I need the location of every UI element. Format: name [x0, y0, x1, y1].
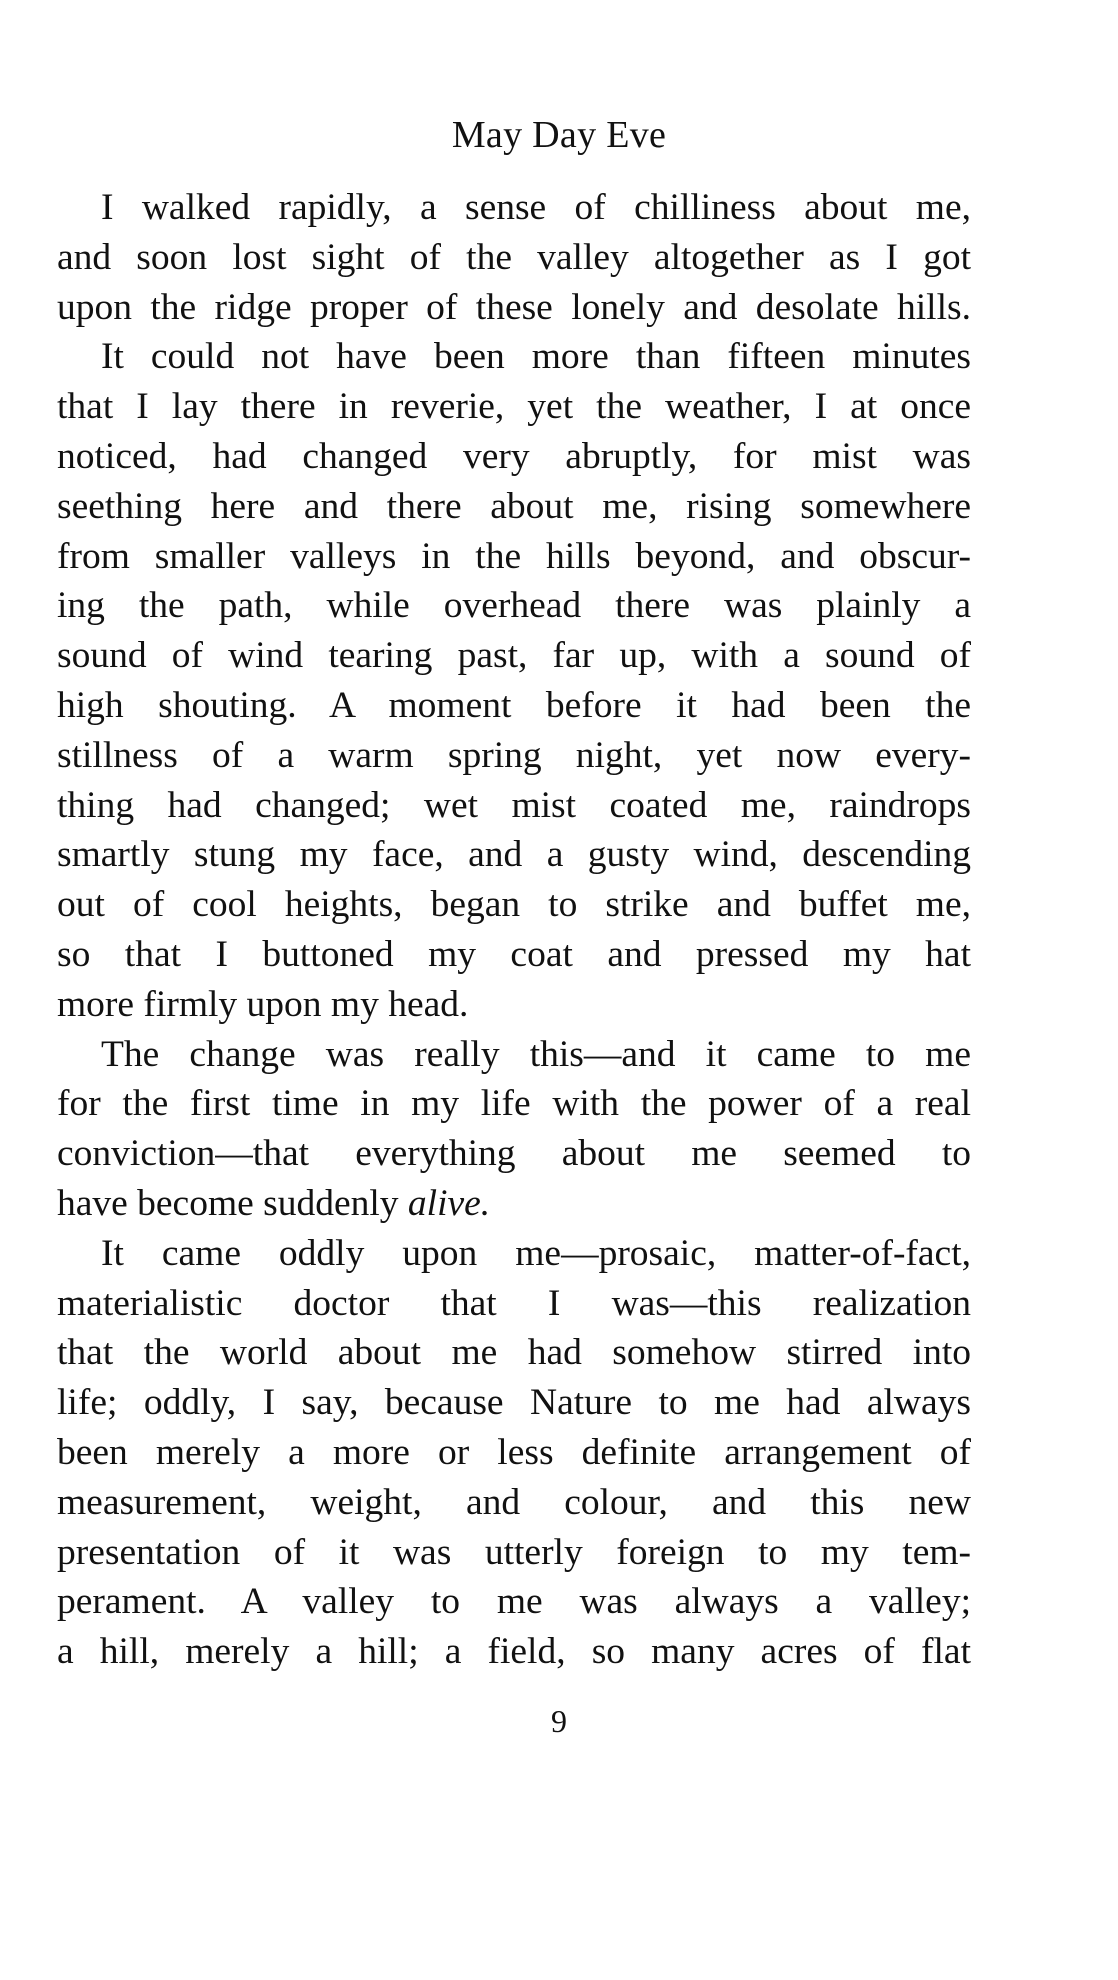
emphasized-word: alive.: [407, 1182, 491, 1224]
text-line: and soon lost sight of the valley altogether as I got: [57, 236, 971, 278]
text-line: The change was really this—and it came to me: [101, 1033, 971, 1075]
paragraph: [57, 1030, 971, 1229]
page-number: 9: [551, 1703, 567, 1739]
text-line: smartly stung my face, and a gusty wind, descending: [57, 834, 971, 876]
text-line: measurement, weight, and colour, and this new: [57, 1481, 971, 1523]
text-line: thing had changed; wet mist coated me, raindrops: [57, 784, 971, 826]
text-line: [57, 1179, 971, 1229]
text-line: high shouting. A moment before it had been the: [57, 684, 971, 726]
body-text: [57, 183, 971, 1677]
text-line: presentation of it was utterly foreign to my tem-: [57, 1531, 971, 1573]
text-line: It came oddly upon me—prosaic, matter-of-fact,: [101, 1232, 971, 1274]
text-line: so that I buttoned my coat and pressed my hat: [57, 933, 971, 975]
text-line: been merely a more or less definite arrangement of: [57, 1431, 971, 1473]
text-line: noticed, had changed very abruptly, for mist was: [57, 435, 971, 477]
text-line: life; oddly, I say, because Nature to me had always: [57, 1382, 971, 1424]
text-line: I walked rapidly, a sense of chilliness about me,: [101, 187, 971, 228]
text-line: seething here and there about me, rising somewhere: [57, 485, 971, 527]
paragraph: [57, 183, 971, 332]
text-line: perament. A valley to me was always a valley;: [57, 1581, 971, 1623]
text-line: a hill, merely a hill; a field, so many acres of flat: [57, 1631, 971, 1673]
text-line: more firmly upon my head.: [57, 983, 469, 1025]
text-line: materialistic doctor that I was—this realization: [57, 1282, 971, 1324]
paragraph: [57, 332, 971, 1029]
text-line: upon the ridge proper of these lonely and desolate hills.: [57, 286, 971, 328]
text-line: conviction—that everything about me seemed to: [57, 1133, 971, 1175]
text-line: It could not have been more than fifteen minutes: [101, 336, 971, 378]
text-line: that I lay there in reverie, yet the weather, I at once: [57, 386, 971, 428]
paragraph: [57, 1229, 971, 1677]
text-line: out of cool heights, began to strike and buffet me,: [57, 884, 971, 926]
text-line: sound of wind tearing past, far up, with a sound of: [57, 635, 971, 677]
text-line: that the world about me had somehow stirred into: [57, 1332, 971, 1374]
text-line: ing the path, while overhead there was plainly a: [57, 585, 971, 627]
text-fragment: have become suddenly: [57, 1182, 408, 1224]
text-line: stillness of a warm spring night, yet now every-: [57, 734, 971, 776]
running-head: May Day Eve: [451, 114, 667, 156]
text-line: from smaller valleys in the hills beyond, and obscur-: [57, 535, 971, 577]
text-line: for the first time in my life with the power of a real: [57, 1083, 971, 1125]
